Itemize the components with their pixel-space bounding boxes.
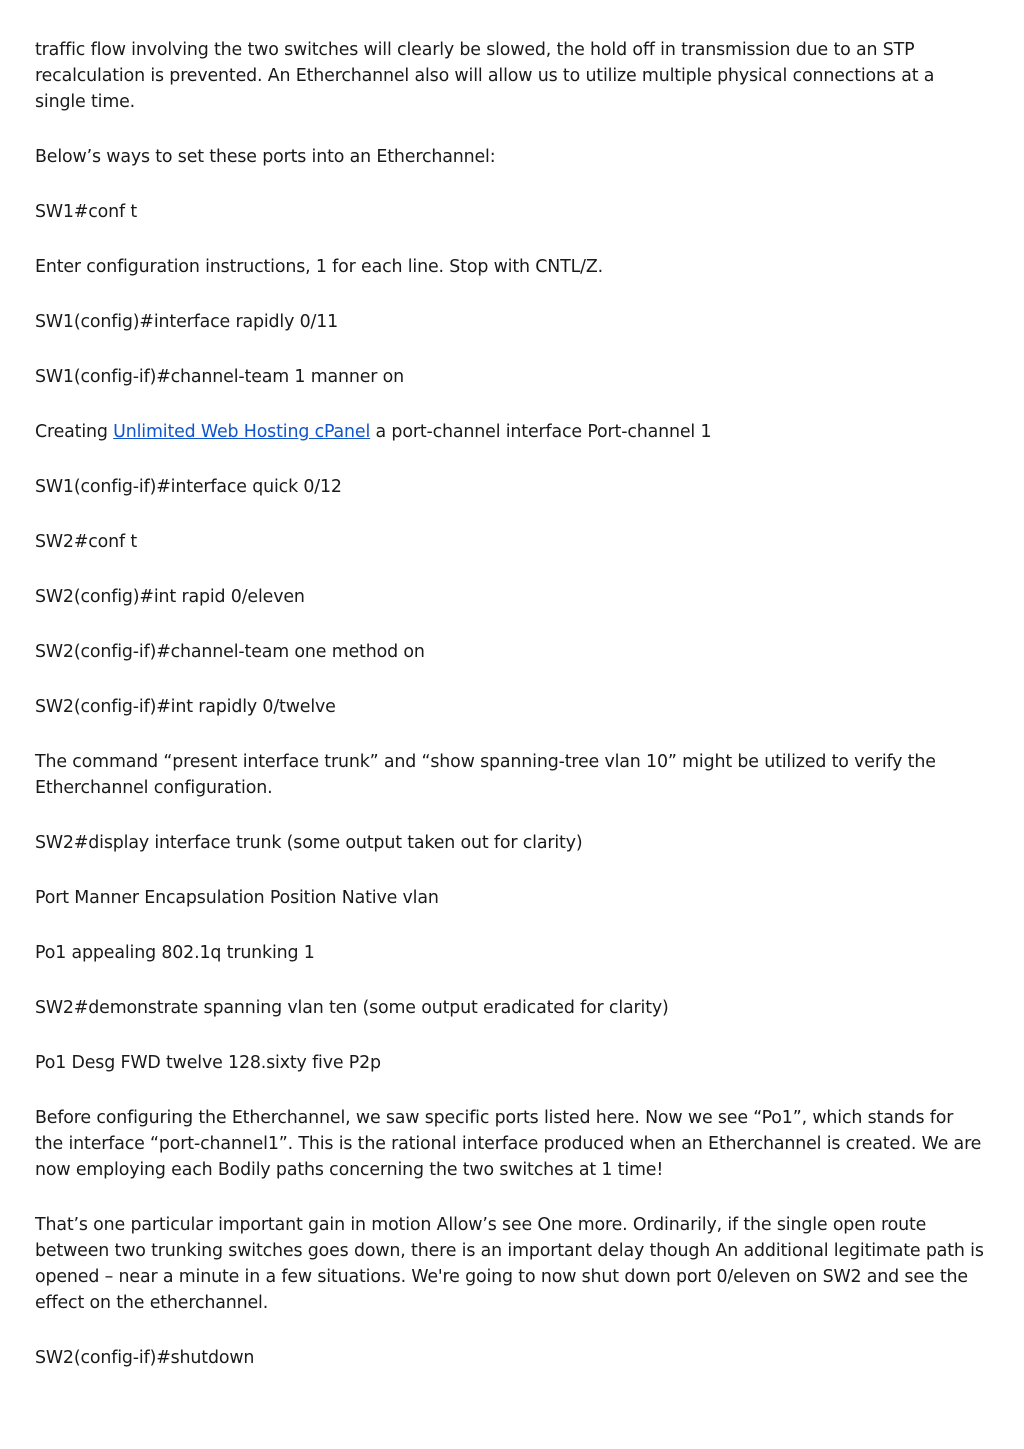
command-display-trunk: SW2#display interface trunk (some output taken out for clarity) — [35, 833, 583, 853]
hosting-link[interactable]: Unlimited Web Hosting cPanel — [113, 422, 371, 442]
paragraph-po1-explanation: Before configuring the Etherchannel, we saw specific ports listed here. Now we see “Po1”, which stands for the interface “port-channel1”. This is the rational interface produced when an Etherchannel is created. We are now employing each Bodily paths concerning the two switches at 1 time! — [35, 1108, 982, 1180]
command-demonstrate-spanning: SW2#demonstrate spanning vlan ten (some output eradicated for clarity) — [35, 998, 669, 1018]
command-sw1-conf-t: SW1#conf t — [35, 202, 138, 222]
trunk-output-row: Po1 appealing 802.1q trunking 1 — [35, 943, 315, 963]
paragraph-verify-commands: The command “present interface trunk” and “show spanning-tree vlan 10” might be utilized to verify the Etherchannel configuration. — [35, 752, 936, 798]
link-prefix-text: Creating — [35, 422, 114, 442]
paragraph-shutdown-explanation: That’s one particular important gain in motion Allow’s see One more. Ordinarily, if the single open route between two trunking switches goes down, there is an important delay though An additional legitimate path is opened – near a minute in a few situations. We're going to now shut down port 0/eleven on SW2 and see the effect on the etherchannel. — [35, 1215, 984, 1313]
paragraph-config-instructions: Enter configuration instructions, 1 for each line. Stop with CNTL/Z. — [35, 257, 603, 277]
command-sw2-channel-team: SW2(config-if)#channel-team one method on — [35, 642, 425, 662]
paragraph-creating-port-channel — [35, 419, 985, 445]
command-sw2-int-rapidly: SW2(config-if)#int rapidly 0/twelve — [35, 697, 336, 717]
document-body — [35, 37, 985, 1400]
command-sw1-interface: SW1(config)#interface rapidly 0/11 — [35, 312, 339, 332]
paragraph-intro-etherchannel: Below’s ways to set these ports into an Etherchannel: — [35, 147, 496, 167]
command-sw1-channel-team: SW1(config-if)#channel-team 1 manner on — [35, 367, 405, 387]
paragraph-traffic-flow: traffic flow involving the two switches will clearly be slowed, the hold off in transmission due to an STP recalculation is prevented. An Etherchannel also will allow us to utilize multiple physical connections at a single time. — [35, 40, 935, 112]
command-sw2-int-rapid: SW2(config)#int rapid 0/eleven — [35, 587, 305, 607]
command-sw2-conf-t: SW2#conf t — [35, 532, 138, 552]
link-suffix-text: a port-channel interface Port-channel 1 — [370, 422, 712, 442]
trunk-output-header: Port Manner Encapsulation Position Native vlan — [35, 888, 439, 908]
command-sw1-interface-quick: SW1(config-if)#interface quick 0/12 — [35, 477, 342, 497]
command-shutdown: SW2(config-if)#shutdown — [35, 1348, 255, 1368]
spanning-output-row: Po1 Desg FWD twelve 128.sixty five P2p — [35, 1053, 381, 1073]
